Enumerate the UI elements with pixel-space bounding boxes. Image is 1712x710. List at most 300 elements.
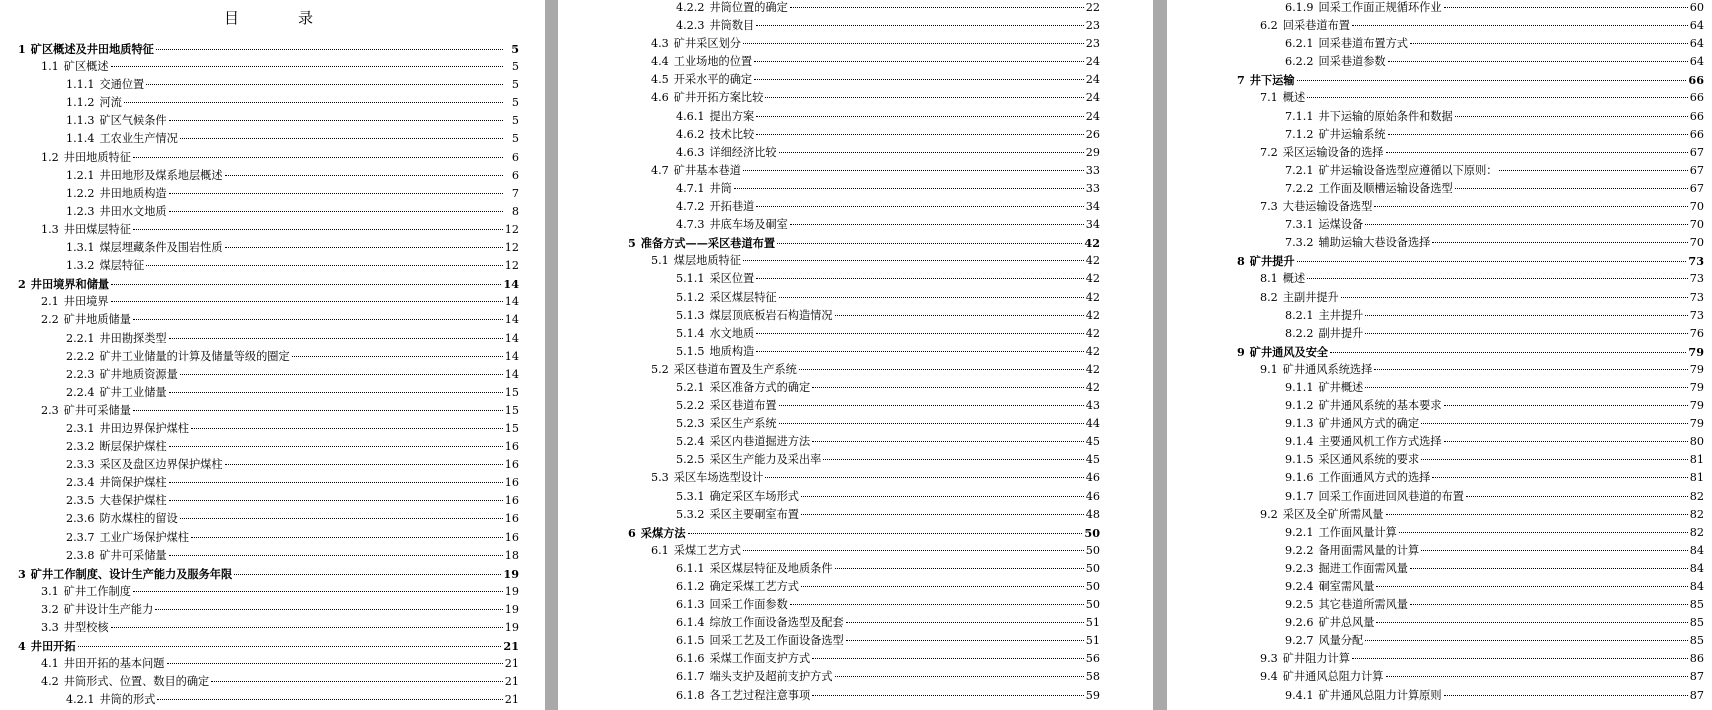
toc-entry[interactable] [18,691,519,709]
toc-entry[interactable] [1237,126,1704,144]
toc-entry-title: 采区巷道布置 [709,399,777,413]
toc-entry-page-number: 16 [504,512,519,526]
toc-entry[interactable] [1237,361,1704,379]
toc-entry[interactable] [18,76,519,94]
toc-entry-number: 4.7.1 [676,181,705,195]
toc-entry-page-number: 73 [1689,272,1704,286]
toc-entry-number: 2.3.7 [66,530,95,544]
toc-entry[interactable] [1237,668,1704,686]
toc-entry[interactable] [1237,325,1704,343]
toc-entry-title: 矿井设计生产能力 [63,602,154,616]
toc-entry-page-number: 34 [1085,218,1100,232]
toc-entry-page-number: 42 [1084,236,1100,251]
toc-entry[interactable] [1237,415,1704,433]
toc-entry-title: 主要通风机工作方式选择 [1318,435,1442,449]
toc-entry-page-number: 58 [1085,670,1100,684]
toc-entry-title: 矿井开拓方案比较 [673,91,764,105]
toc-entry-page-number: 16 [504,494,519,508]
toc-entry-page-number: 70 [1689,236,1704,250]
toc-entry[interactable] [18,167,519,185]
toc-entry[interactable] [628,379,1100,397]
toc-entry-number: 7.3 [1260,200,1278,214]
toc-entry[interactable] [1237,289,1704,307]
toc-entry-title: 断层保护煤柱 [99,440,167,454]
toc-entry[interactable] [628,632,1100,650]
document-page-2 [558,0,1153,710]
toc-entry[interactable] [1237,506,1704,524]
toc-entry[interactable] [628,53,1100,71]
toc-entry-number: 4.2.2 [676,1,705,14]
toc-entry[interactable] [18,619,519,637]
toc-entry[interactable] [1237,343,1704,361]
toc-entry[interactable] [18,348,519,366]
toc-entry-title: 矿井总风量 [1318,616,1375,630]
toc-entry[interactable] [628,126,1100,144]
toc-entry-title: 井田勘探类型 [99,331,167,345]
toc-entry[interactable] [1237,198,1704,216]
toc-dot-leader [155,609,502,610]
toc-entry-page-number: 84 [1689,561,1704,575]
toc-entry-page-number: 6 [511,150,519,164]
toc-entry-title: 采区位置 [709,272,755,286]
toc-entry-number: 7.1 [1260,91,1278,105]
toc-dot-leader [756,134,1084,135]
toc-dot-leader [743,170,1084,171]
toc-entry-page-number: 82 [1689,507,1704,521]
toc-entry[interactable] [628,216,1100,234]
toc-entry[interactable] [1237,560,1704,578]
toc-entry-page-number: 66 [1688,73,1704,88]
toc-entry-title: 矿井通风方式的确定 [1318,417,1420,431]
toc-entry[interactable] [628,578,1100,596]
toc-entry-page-number: 79 [1689,399,1704,413]
toc-entry-number: 2.3 [41,403,59,417]
toc-entry[interactable] [18,510,519,528]
toc-entry[interactable] [628,650,1100,668]
toc-title: 目 录 [223,9,335,27]
toc-entry[interactable] [628,524,1100,542]
toc-entry[interactable] [628,415,1100,433]
toc-entry[interactable] [1237,234,1704,252]
toc-entry-number: 9.3 [1260,652,1278,666]
toc-entry-title: 回采巷道布置 [1282,19,1350,33]
toc-entry[interactable] [628,35,1100,53]
toc-dot-leader [292,356,503,357]
toc-dot-leader [756,116,1084,117]
toc-entry-page-number: 19 [504,602,519,616]
toc-entry[interactable] [18,311,519,329]
toc-entry[interactable] [18,203,519,221]
toc-entry-number: 9.1.6 [1285,471,1314,485]
toc-dot-leader [225,247,503,248]
toc-entry-number: 2.2.4 [66,385,95,399]
toc-entry-number: 9.1.2 [1285,399,1314,413]
toc-dot-leader [812,387,1084,388]
toc-entry-page-number: 59 [1085,688,1100,702]
toc-entry[interactable] [628,451,1100,469]
toc-entry[interactable] [628,270,1100,288]
toc-entry-number: 9 [1237,344,1245,359]
toc-entry-page-number: 21 [504,675,519,689]
toc-entry-title: 矿区气候条件 [99,114,167,128]
toc-entry-title: 提出方案 [709,109,755,123]
toc-entry-page-number: 5 [511,132,519,146]
toc-entry[interactable] [1237,379,1704,397]
toc-dot-leader [1365,224,1688,225]
toc-dot-leader [111,284,501,285]
toc-entry-page-number: 85 [1689,616,1704,630]
toc-entry[interactable] [628,343,1100,361]
toc-entry[interactable] [18,221,519,239]
toc-entry[interactable] [628,560,1100,578]
toc-entry[interactable] [18,293,519,311]
toc-entry-title: 井田水文地质 [99,204,167,218]
toc-entry[interactable] [18,257,519,275]
toc-entry[interactable] [1237,252,1704,270]
toc-entry[interactable] [18,239,519,257]
toc-entry-page-number: 73 [1688,254,1704,269]
toc-entry[interactable] [1237,108,1704,126]
toc-entry[interactable] [18,474,519,492]
toc-entry[interactable] [18,583,519,601]
toc-entry-number: 7.2.2 [1285,181,1314,195]
toc-list [18,40,519,709]
toc-dot-leader [146,84,503,85]
toc-entry[interactable] [628,668,1100,686]
toc-entry-number: 4.1 [41,657,59,671]
toc-entry-page-number: 8 [511,204,519,218]
toc-entry[interactable] [18,58,519,76]
toc-entry[interactable] [628,162,1100,180]
toc-entry[interactable] [628,198,1100,216]
toc-dot-leader [180,138,503,139]
toc-entry-number: 2.3.6 [66,512,95,526]
toc-entry-number: 5.2 [651,362,669,376]
toc-entry[interactable] [628,17,1100,35]
toc-dot-leader [756,333,1084,334]
toc-entry-number: 4.7.2 [676,200,705,214]
toc-entry[interactable] [1237,433,1704,451]
toc-entry[interactable] [628,361,1100,379]
toc-entry[interactable] [1237,596,1704,614]
toc-entry[interactable] [18,112,519,130]
toc-entry-page-number: 24 [1085,73,1100,87]
toc-dot-leader [835,315,1084,316]
toc-dot-leader [1444,7,1688,8]
toc-entry[interactable] [1237,542,1704,560]
toc-entry[interactable] [1237,524,1704,542]
toc-entry[interactable] [18,330,519,348]
toc-entry[interactable] [18,366,519,384]
toc-dot-leader [801,514,1084,515]
toc-entry[interactable] [18,40,519,58]
toc-entry[interactable] [628,542,1100,560]
toc-entry-page-number: 23 [1085,19,1100,33]
toc-entry[interactable] [628,506,1100,524]
toc-entry[interactable] [628,144,1100,162]
toc-dot-leader [1386,514,1688,515]
toc-dot-leader [1410,604,1688,605]
toc-entry-title: 采区及全矿所需风量 [1282,507,1384,521]
toc-entry[interactable] [18,601,519,619]
toc-entry[interactable] [18,130,519,148]
toc-dot-leader [1374,369,1687,370]
toc-entry-title: 煤层特征 [99,259,145,273]
toc-entry-title: 工作面通风方式的选择 [1318,471,1431,485]
toc-entry[interactable] [628,325,1100,343]
toc-entry-title: 端头支护及超前支护方式 [709,670,833,684]
toc-entry[interactable] [628,252,1100,270]
toc-entry-title: 回采巷道参数 [1318,55,1386,69]
toc-entry-number: 6.1.4 [676,616,705,630]
toc-dot-leader [169,555,503,556]
toc-entry-page-number: 66 [1689,127,1704,141]
toc-entry-title: 大巷保护煤柱 [99,494,167,508]
toc-entry[interactable] [1237,53,1704,71]
toc-entry[interactable] [628,488,1100,506]
toc-entry[interactable] [18,149,519,167]
toc-dot-leader [111,66,503,67]
toc-entry-title: 井型校核 [63,621,109,634]
toc-entry-number: 1.1.4 [66,132,95,146]
toc-entry[interactable] [18,637,519,655]
toc-entry[interactable] [1237,307,1704,325]
toc-entry-page-number: 15 [504,385,519,399]
toc-entry-number: 1.1 [41,60,59,74]
toc-entry-page-number: 46 [1085,489,1100,503]
toc-entry[interactable] [628,71,1100,89]
toc-entry[interactable] [1237,687,1704,705]
toc-entry[interactable] [18,94,519,112]
toc-entry[interactable] [1237,17,1704,35]
toc-entry-page-number: 50 [1085,543,1100,557]
toc-entry-number: 4.2.3 [676,19,705,33]
toc-entry-title: 工作面风量计算 [1318,525,1397,539]
toc-entry-page-number: 5 [511,114,519,128]
toc-dot-leader [133,410,503,411]
toc-entry-title: 采区主要硐室布置 [709,507,799,521]
toc-entry-page-number: 21 [504,657,519,671]
toc-entry-number: 4.2.1 [66,693,95,707]
toc-entry[interactable] [628,234,1100,252]
toc-entry-page-number: 87 [1689,688,1704,702]
toc-entry-page-number: 14 [504,295,519,309]
toc-entry-title: 矿井通风总阻力计算原则 [1318,688,1442,702]
toc-entry[interactable] [1237,71,1704,89]
toc-entry[interactable] [18,384,519,402]
toc-entry-page-number: 34 [1085,200,1100,214]
toc-entry[interactable] [1237,451,1704,469]
toc-entry-page-number: 23 [1085,37,1100,51]
toc-entry-page-number: 42 [1085,308,1100,322]
toc-entry-page-number: 42 [1085,272,1100,286]
toc-entry-number: 2.3.3 [66,458,95,472]
toc-entry-title: 工农业生产情况 [99,132,178,146]
toc-dot-leader [1330,352,1686,353]
toc-entry-title: 矿井基本巷道 [673,163,741,177]
toc-entry-page-number: 12 [504,259,519,273]
toc-entry[interactable] [628,596,1100,614]
toc-entry-title: 概述 [1282,272,1306,286]
toc-dot-leader [823,459,1083,460]
toc-entry-title: 矿井通风总阻力计算 [1282,670,1384,684]
document-page-1 [0,0,545,710]
toc-entry[interactable] [628,614,1100,632]
toc-entry-title: 井田地形及煤系地层概述 [99,168,223,182]
toc-dot-leader [167,663,503,664]
toc-entry[interactable] [18,492,519,510]
toc-entry[interactable] [628,397,1100,415]
toc-dot-leader [799,369,1084,370]
toc-dot-leader [1352,658,1688,659]
toc-entry[interactable] [18,275,519,293]
toc-entry-page-number: 84 [1689,543,1704,557]
toc-entry-title: 采区及盘区边界保护煤柱 [99,458,223,472]
toc-dot-leader [169,211,503,212]
toc-entry-number: 2.3.4 [66,476,95,490]
toc-entry[interactable] [1237,578,1704,596]
toc-entry[interactable] [628,469,1100,487]
toc-entry[interactable] [18,655,519,673]
toc-entry[interactable] [1237,0,1704,17]
toc-entry[interactable] [628,433,1100,451]
toc-entry[interactable] [628,180,1100,198]
toc-entry-title: 井田开拓 [30,639,76,654]
toc-entry[interactable] [18,529,519,547]
toc-entry-number: 9.1 [1260,362,1278,376]
toc-dot-leader [779,152,1084,153]
toc-entry-page-number: 42 [1085,380,1100,394]
toc-entry-page-number: 16 [504,458,519,472]
toc-entry-page-number: 42 [1085,344,1100,358]
toc-entry[interactable] [1237,614,1704,632]
toc-entry-number: 3 [18,566,26,581]
toc-entry-number: 5.1 [651,254,669,268]
toc-entry[interactable] [1237,144,1704,162]
toc-entry[interactable] [18,402,519,420]
toc-entry-page-number: 73 [1689,308,1704,322]
toc-entry-page-number: 45 [1085,435,1100,449]
toc-entry[interactable] [18,565,519,583]
toc-entry-number: 9.2.6 [1285,616,1314,630]
toc-entry-page-number: 67 [1689,181,1704,195]
toc-entry[interactable] [628,108,1100,126]
toc-entry[interactable] [1237,397,1704,415]
toc-entry-number: 3.1 [41,584,59,598]
toc-entry-number: 4.2 [41,675,59,689]
toc-entry-title: 井田开拓的基本问题 [63,657,165,671]
toc-entry-page-number: 33 [1085,181,1100,195]
toc-entry-number: 7 [1237,73,1245,88]
toc-entry[interactable] [1237,162,1704,180]
toc-dot-leader [1444,441,1688,442]
toc-entry[interactable] [1237,650,1704,668]
toc-entry[interactable] [1237,35,1704,53]
toc-entry-page-number: 84 [1689,580,1704,593]
toc-entry-number: 1.2.3 [66,204,95,218]
toc-entry[interactable] [18,547,519,565]
toc-entry-number: 7.3.2 [1285,236,1314,250]
toc-dot-leader [234,574,501,575]
toc-entry-number: 2.3.2 [66,440,95,454]
toc-entry-number: 4.6.3 [676,145,705,159]
toc-entry-number: 4.6 [651,91,669,105]
toc-dot-leader [1444,405,1688,406]
toc-entry-number: 9.1.3 [1285,417,1314,431]
toc-entry-page-number: 67 [1689,145,1704,159]
toc-entry-title: 大巷运输设备选型 [1282,200,1373,214]
toc-entry-number: 2.2 [41,313,59,327]
toc-dot-leader [1341,297,1688,298]
toc-entry-number: 8.2.2 [1285,326,1314,340]
toc-entry-title: 矿井工业储量的计算及储量等级的圈定 [99,349,290,363]
toc-entry-page-number: 14 [503,277,519,292]
toc-entry[interactable] [1237,488,1704,506]
toc-entry-page-number: 76 [1689,326,1704,340]
toc-entry[interactable] [18,185,519,203]
toc-dot-leader [225,464,503,465]
toc-entry-page-number: 16 [504,476,519,490]
toc-entry-number: 2.2.1 [66,331,95,345]
toc-dot-leader [801,496,1084,497]
toc-entry[interactable] [628,307,1100,325]
toc-dot-leader [812,695,1084,696]
toc-dot-leader [133,319,503,320]
toc-entry[interactable] [628,0,1100,17]
toc-entry[interactable] [1237,270,1704,288]
toc-dot-leader [1365,333,1688,334]
toc-entry-title: 工业广场保护煤柱 [99,530,189,544]
toc-entry[interactable] [18,438,519,456]
toc-dot-leader [688,533,1083,534]
toc-entry[interactable] [1237,89,1704,107]
toc-entry-number: 9.1.4 [1285,435,1314,449]
toc-entry-title: 采煤工作面支护方式 [709,652,811,666]
toc-entry-title: 井田境界和储量 [30,277,110,292]
toc-entry-number: 2.3.5 [66,494,95,508]
toc-entry[interactable] [628,289,1100,307]
toc-entry[interactable] [1237,216,1704,234]
toc-entry-title: 矿井工业储量 [99,385,167,399]
toc-entry[interactable] [628,687,1100,705]
toc-dot-leader [1432,242,1687,243]
toc-dot-leader [1352,25,1688,26]
toc-entry[interactable] [628,89,1100,107]
toc-entry-page-number: 14 [504,349,519,363]
toc-entry[interactable] [1237,180,1704,198]
toc-entry-page-number: 24 [1085,109,1100,123]
toc-entry-number: 9.2.2 [1285,543,1314,557]
toc-entry-title: 回采工作面进回风巷道的布置 [1318,489,1464,503]
toc-entry[interactable] [18,673,519,691]
toc-entry-page-number: 14 [504,331,519,345]
toc-dot-leader [835,676,1084,677]
toc-entry-title: 矿井采区划分 [673,37,741,51]
toc-entry-number: 5.3.2 [676,507,705,521]
toc-entry-number: 5.1.3 [676,308,705,322]
toc-entry-number: 1.3.1 [66,241,95,255]
toc-entry-number: 6.1.5 [676,634,705,648]
toc-entry[interactable] [1237,469,1704,487]
toc-entry-title: 矿井通风及安全 [1249,344,1329,359]
toc-entry-number: 1.2.1 [66,168,95,182]
toc-entry[interactable] [18,456,519,474]
toc-entry-title: 井下运输 [1249,73,1295,88]
toc-entry[interactable] [1237,632,1704,650]
toc-entry-title: 矿井概述 [1318,380,1364,394]
toc-entry[interactable] [18,420,519,438]
toc-entry-title: 采区通风系统的要求 [1318,453,1420,467]
